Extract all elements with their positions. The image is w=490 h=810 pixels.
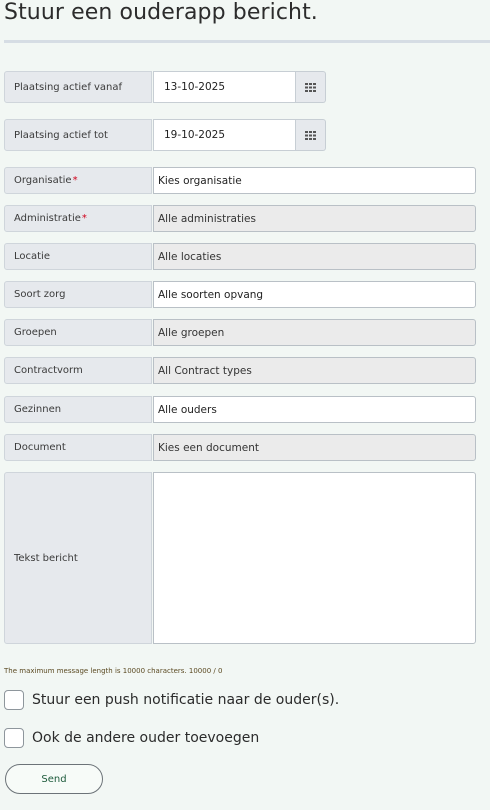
administration-select[interactable]: Alle administraties bbox=[153, 205, 476, 232]
active-to-row bbox=[4, 119, 476, 151]
send-button[interactable]: Send bbox=[5, 764, 103, 794]
organisation-label-text: Organisatie bbox=[14, 175, 72, 186]
groups-label: Groepen bbox=[4, 319, 152, 346]
families-label: Gezinnen bbox=[4, 396, 152, 423]
push-notification-checkbox[interactable] bbox=[4, 690, 24, 710]
active-to-label: Plaatsing actief tot bbox=[4, 119, 152, 151]
page-title: Stuur een ouderapp bericht. bbox=[4, 0, 318, 25]
families-select[interactable]: Alle ouders bbox=[153, 396, 476, 423]
active-from-row bbox=[4, 71, 476, 103]
other-parent-checkbox[interactable] bbox=[4, 728, 24, 748]
administration-label-text: Administratie bbox=[14, 213, 81, 224]
push-notification-label[interactable]: Stuur een push notificatie naar de ouder(s). bbox=[32, 692, 340, 708]
administration-row bbox=[4, 205, 476, 232]
active-from-calendar-button[interactable] bbox=[296, 71, 326, 103]
other-parent-label[interactable]: Ook de andere ouder toevoegen bbox=[32, 730, 260, 746]
title-divider bbox=[4, 40, 490, 43]
message-row bbox=[4, 472, 476, 644]
location-select[interactable]: Alle locaties bbox=[153, 243, 476, 270]
contract-form-select[interactable]: All Contract types bbox=[153, 357, 476, 384]
groups-row bbox=[4, 319, 476, 346]
contract-form-label: Contractvorm bbox=[4, 357, 152, 384]
administration-label bbox=[4, 205, 152, 232]
families-row bbox=[4, 396, 476, 423]
document-row bbox=[4, 434, 476, 461]
other-parent-option[interactable] bbox=[4, 728, 259, 748]
care-type-select[interactable]: Alle soorten opvang bbox=[153, 281, 476, 308]
required-marker: * bbox=[81, 213, 87, 224]
calendar-icon bbox=[305, 83, 316, 92]
message-label: Tekst bericht bbox=[4, 472, 152, 644]
organisation-select[interactable]: Kies organisatie bbox=[153, 167, 476, 194]
location-label: Locatie bbox=[4, 243, 152, 270]
active-from-label: Plaatsing actief vanaf bbox=[4, 71, 152, 103]
message-textarea[interactable] bbox=[153, 472, 476, 644]
active-to-date-input[interactable]: 19-10-2025 bbox=[153, 119, 296, 151]
document-select[interactable]: Kies een document bbox=[153, 434, 476, 461]
document-label: Document bbox=[4, 434, 152, 461]
max-length-note: The maximum message length is 10000 characters. 10000 / 0 bbox=[4, 667, 223, 675]
organisation-row bbox=[4, 167, 476, 194]
care-type-label: Soort zorg bbox=[4, 281, 152, 308]
contract-form-row bbox=[4, 357, 476, 384]
calendar-icon bbox=[305, 131, 316, 140]
active-from-date-input[interactable]: 13-10-2025 bbox=[153, 71, 296, 103]
care-type-row bbox=[4, 281, 476, 308]
active-to-calendar-button[interactable] bbox=[296, 119, 326, 151]
push-notification-option[interactable] bbox=[4, 690, 339, 710]
groups-select[interactable]: Alle groepen bbox=[153, 319, 476, 346]
organisation-label bbox=[4, 167, 152, 194]
required-marker: * bbox=[72, 175, 78, 186]
location-row bbox=[4, 243, 476, 270]
